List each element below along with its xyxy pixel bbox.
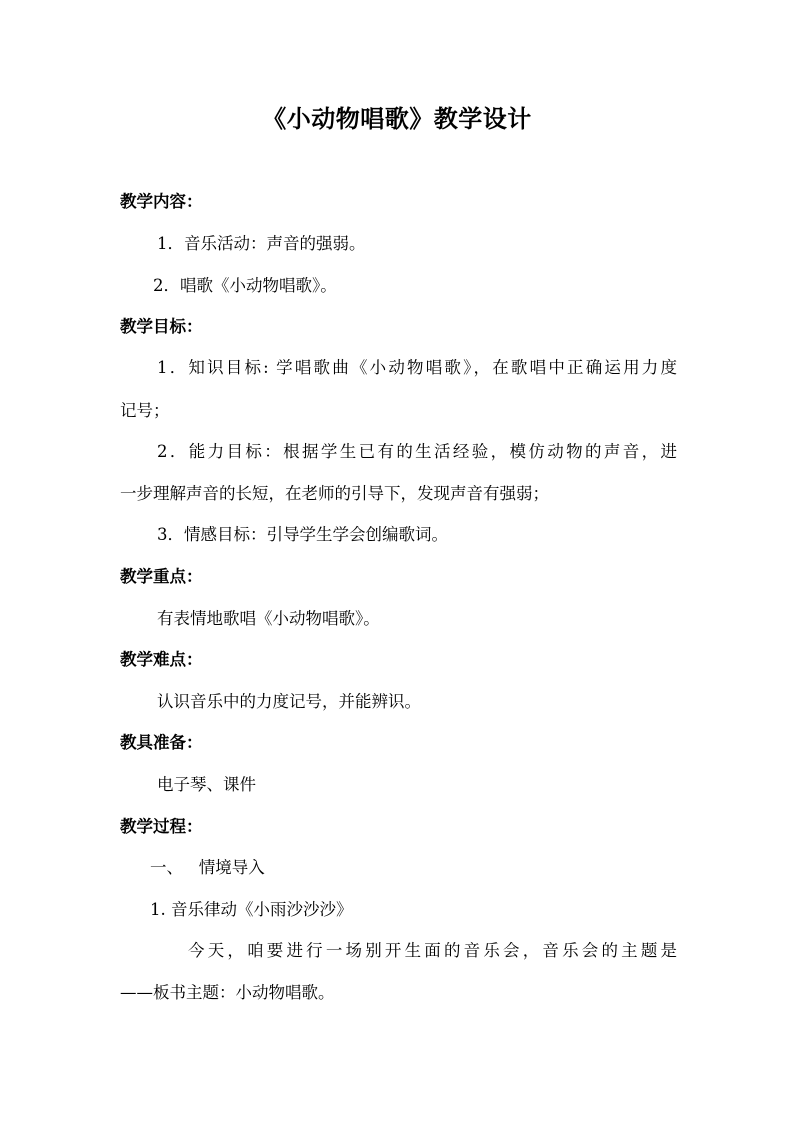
heading-key-points: 教学重点： <box>120 567 203 586</box>
heading-difficulties: 教学难点： <box>120 650 203 669</box>
process-step-1-line-2: ——板书主题：小动物唱歌。 <box>120 983 335 1002</box>
process-step-1-line-1: 今天，咱要进行一场别开生面的音乐会，音乐会的主题是 <box>188 941 677 960</box>
goal-item-2-line-2: 一步理解声音的长短，在老师的引导下，发现声音有强弱； <box>120 484 549 503</box>
tools-text: 电子琴、课件 <box>157 775 256 794</box>
difficulty-text: 认识音乐中的力度记号，并能辨识。 <box>157 692 421 711</box>
process-section-1: 一、 情境导入 <box>150 858 265 877</box>
heading-teaching-content: 教学内容： <box>120 192 203 211</box>
key-point-text: 有表情地歌唱《小动物唱歌》。 <box>157 609 380 628</box>
goal-item-1-line-2: 记号； <box>120 401 170 420</box>
goal-item-1-line-1: 1．知识目标: 学唱歌曲《小动物唱歌》，在歌唱中正确运用力度 <box>157 358 677 377</box>
document-title: 《小动物唱歌》教学设计 <box>262 105 532 133</box>
content-item-2: 2．唱歌《小动物唱歌》。 <box>153 276 337 295</box>
goal-item-2-line-1: 2．能力目标：根据学生已有的生活经验，模仿动物的声音，进 <box>157 442 677 461</box>
goal-item-3: 3．情感目标：引导学生学会创编歌词。 <box>157 525 448 544</box>
heading-teaching-tools: 教具准备： <box>120 733 203 752</box>
heading-teaching-goals: 教学目标： <box>120 317 203 336</box>
process-step-1: 1. 音乐律动《小雨沙沙沙》 <box>150 900 353 919</box>
content-item-1: 1．音乐活动：声音的强弱。 <box>157 234 366 253</box>
heading-teaching-process: 教学过程： <box>120 817 203 836</box>
